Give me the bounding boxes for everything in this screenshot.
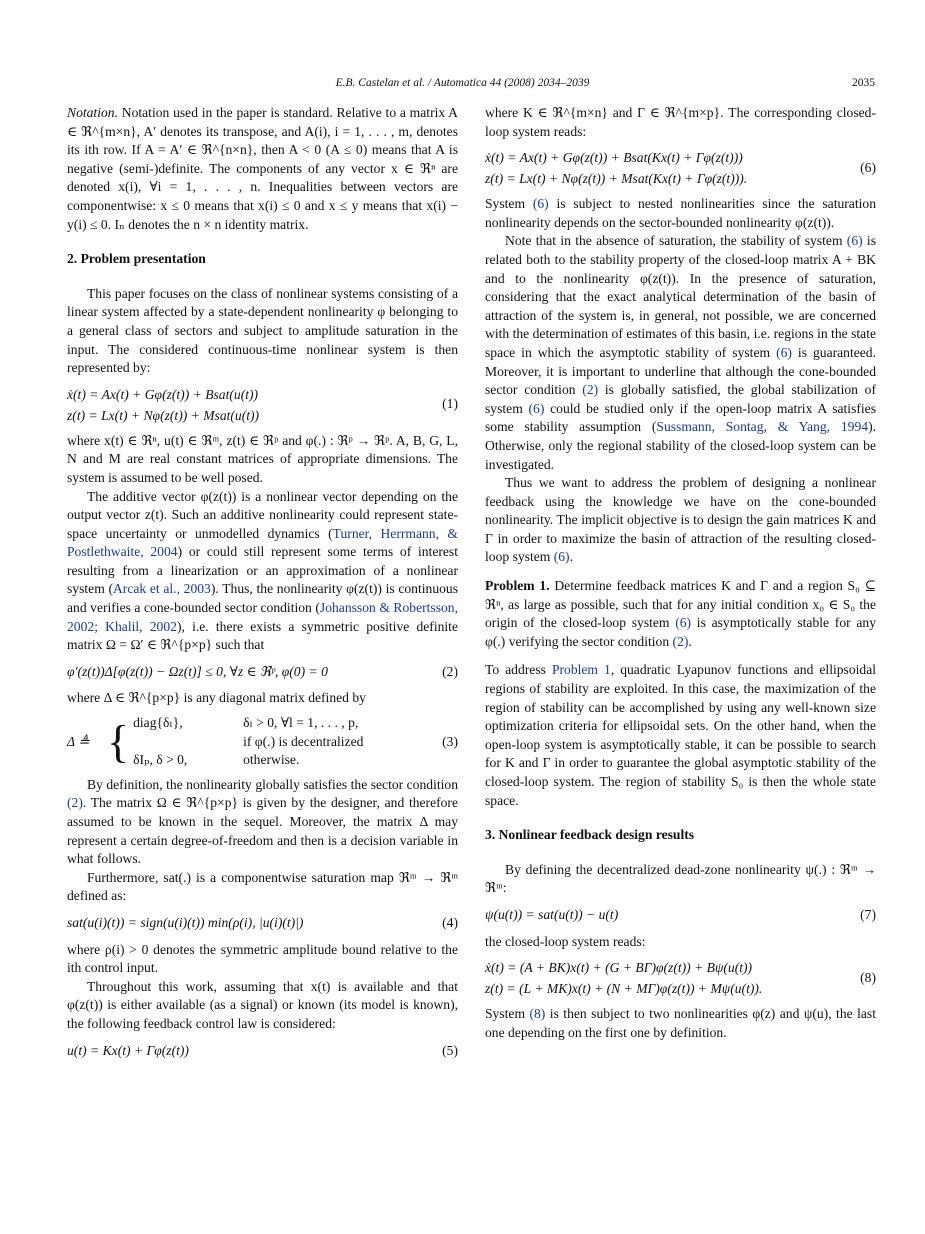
brace-glyph: { [107,715,130,767]
notation-text: Notation used in the paper is standard. Relative to a matrix A ∈ ℜ^{m×n}, A′ denotes its transpose, and A(i), i = 1, . . . , m, denotes its ith row. If A = A′ ∈ ℜ^{n×n}, then A < 0 (A ≤ 0) means that A is negative (semi-)definite. The components of any vector x ∈ ℜⁿ are denoted x(i), ∀i = 1, . . . , n. Inequalities between vectors are componentwise: x ≤ 0 means that x(i) ≤ 0 and x ≤ y means that x(i) − y(i) ≤ 0. Iₙ denotes the n × n identity matrix. [67,105,458,232]
case-cell: δₗ > 0, ∀l = 1, . . . , p, [243,715,359,731]
paragraph: where Δ ∈ ℜ^{p×p} is any diagonal matrix defined by [67,690,366,706]
text-run: is guaranteed. Moreover, it is important to underline that although the cone-bounded sector condition [485,344,876,398]
text-run: By definition, the nonlinearity globally satisfies the sector condition [87,776,458,792]
text-run: is related both to the stability property of the closed-loop matrix A + BK and to the nonlinearity φ(z(t)). In the presence of saturation, considering that the exact analytical determination of the basin of attraction of the system is, in general, not possible, we are concerned with the determination of estimates of this basin, i.e. regions in the state space in which the asymptotic stability of system [485,233,876,360]
equation-body: ψ(u(t)) = sat(u(t)) − u(t) [485,906,619,922]
equation-5 [67,1042,458,1061]
text-run: is asymptotically stable for any φ(.) verifying the sector condition [485,615,876,649]
right-column [485,104,876,1042]
equation-body: u(t) = Kx(t) + Γφ(z(t)) [67,1042,189,1058]
case-cell: if φ(.) is decentralized [243,733,364,749]
equation-ref-link[interactable]: (2) [67,795,83,811]
citation-link[interactable]: Sussmann, Sontag, & Yang, 1994 [656,419,869,435]
equation-number: (3) [442,733,458,749]
equation-line: ẋ(t) = Ax(t) + Gφ(z(t)) + Bsat(Kx(t) + Γφ(z(t))) [485,150,743,166]
equation-7 [485,906,876,925]
problem-statement [485,577,876,651]
equation-body: φ′(z(t))Δ[φ(z(t)) − Ωz(t)] ≤ 0, ∀z ∈ ℜᵖ, φ(0) = 0 [67,663,328,679]
notation-paragraph [67,104,458,234]
paragraph: By defining the decentralized dead-zone nonlinearity ψ(.) : ℜᵐ → ℜᵐ: [485,861,876,896]
equation-number: (6) [860,159,876,175]
notation-label: Notation. [67,105,118,120]
text-run: ). Otherwise, only the regional stability of the closed-loop system can be investigated. [485,419,876,472]
problem-label: Problem 1. [485,578,550,594]
cases [133,714,428,770]
equation-1 [67,384,458,426]
equation-ref-link[interactable]: (8) [529,1006,546,1022]
paragraph: where ρ(i) > 0 denotes the symmetric amplitude bound relative to the ith control input. [67,941,458,976]
equation-number: (5) [442,1042,458,1058]
equation-ref-link[interactable]: (6) [528,400,545,416]
paragraph: where K ∈ ℜ^{m×n} and Γ ∈ ℜ^{m×p}. The corresponding closed-loop system reads: [485,105,876,139]
equation-3 [67,714,458,770]
text-run: Thus we want to address the problem of designing a nonlinear feedback using the knowledge we have on the cone-bounded nonlinearity. The implicit objective is to design the gain matrices K and Γ in order to maximize the basin of attraction of the resulting closed-loop system [485,475,876,565]
equation-ref-link[interactable]: (2) [582,382,599,398]
text-run: System [485,1006,530,1022]
equation-line: z(t) = Lx(t) + Nφ(z(t)) + Msat(u(t)) [67,407,260,423]
citation-link[interactable]: Arcak et al., 2003 [112,581,211,597]
text-run: To address [485,662,552,678]
equation-number: (4) [442,914,458,930]
paragraph [485,232,876,474]
equation-ref-link[interactable]: (6) [553,549,570,565]
case-cell: otherwise. [243,752,300,768]
paragraph: the closed-loop system reads: [485,933,646,949]
text-run: , quadratic Lyapunov functions and ellipsoidal regions of stability are exploited. In this case, the maximization of the region of stability can be accomplished by using any well-known size optimization criteria for ellipsoidal sets. On the other hand, when the open-loop system is asymptotically stable, it can be possible to search for K and Γ in order to guarantee the global asymptotic stability of the closed-loop system. The region of stability S₀ is then the whole state space. [485,662,877,808]
equation-4 [67,914,458,933]
citation-link[interactable]: Johansson & Robertsson, 2002; Khalil, 2002 [67,600,458,634]
equation-8 [485,957,876,999]
page-number: 2035 [852,77,875,89]
equation-number: (8) [860,969,876,985]
text-run: . [569,549,573,565]
paragraph [485,661,876,810]
paragraph [485,1005,876,1042]
problem-ref-link[interactable]: Problem 1 [551,662,611,678]
case-cell: δIₚ, δ > 0, [133,752,188,768]
paragraph: where x(t) ∈ ℜⁿ, u(t) ∈ ℜᵐ, z(t) ∈ ℜᵖ and φ(.) : ℜᵖ → ℜᵖ. A, B, G, L, N and M are real constant matrices of appropriate dimensions. The system is assumed to be well posed. [67,432,458,485]
equation-ref-link[interactable]: (6) [776,344,792,360]
equation-line: z(t) = (L + MK)x(t) + (N + MΓ)φ(z(t)) + Mψ(u(t)). [485,981,763,997]
equation-body: sat(u(i)(t)) = sign(u(i)(t)) min(ρ(i), |u(i)(t)|) [67,914,304,930]
section-2-title: 2. Problem presentation [67,251,206,267]
paragraph [67,776,458,869]
text-run: ), i.e. there exists a symmetric positive definite matrix Ω = Ω′ ∈ ℜ^{p×p} such that [67,618,458,653]
case-cell: diag{δₗ}, [133,715,183,731]
text-run: is subject to nested nonlinearities since the saturation nonlinearity depends on the sector-bounded nonlinearity φ(z(t)). [485,196,876,230]
running-head [0,74,925,92]
text-run: . The matrix Ω ∈ ℜ^{p×p} is given by the designer, and therefore assumed to be known in the sequel. Moreover, the matrix Δ may represent a certain degree-of-freedom and then is a decision variable in what follows. [67,795,458,867]
section-3-title: 3. Nonlinear feedback design results [485,827,695,843]
text-run: is then subject to two nonlinearities φ(z) and ψ(u), the last one depending on the first one by definition. [485,1006,876,1040]
citation-link[interactable]: Turner, Herrmann, & Postlethwaite, 2004 [67,525,458,560]
equation-2 [67,663,458,682]
text-run: System [485,196,533,212]
paragraph: Throughout this work, assuming that x(t) is available and that φ(z(t)) is either available (as a signal) or known (its model is known), the following feedback control law is considered: [67,978,458,1031]
paragraph: Furthermore, sat(.) is a componentwise saturation map ℜᵐ → ℜᵐ defined as: [67,869,458,904]
text-run: Note that in the absence of saturation, the stability of system [505,233,847,249]
equation-lhs: Δ ≜ [67,733,90,749]
text-run: could be studied only if the open-loop matrix A satisfies some stability assumption ( [485,400,876,435]
left-column [67,104,458,1068]
equation-line: ẋ(t) = Ax(t) + Gφ(z(t)) + Bsat(u(t)) [67,386,259,402]
text-run: . [688,633,692,649]
paragraph [67,488,458,655]
paragraph [485,195,876,232]
equation-ref-link[interactable]: (6) [846,233,863,249]
equation-number: (7) [860,906,876,922]
paragraph: This paper focuses on the class of nonlinear systems consisting of a linear system affected by a state-dependent nonlinearity φ belonging to a general class of sectors and subject to amplitude saturation in the input. The considered continuous-time nonlinear system is then represented by: [67,285,458,376]
equation-line: z(t) = Lx(t) + Nφ(z(t)) + Msat(Kx(t) + Γφ(z(t))). [485,171,748,187]
equation-line: ẋ(t) = (A + BK)x(t) + (G + BΓ)φ(z(t)) + Bψ(u(t)) [485,960,753,976]
running-title: E.B. Castelan et al. / Automatica 44 (2008) 2034–2039 [335,77,590,89]
equation-number: (2) [442,663,458,679]
equation-number: (1) [442,396,458,412]
equation-ref-link[interactable]: (6) [675,615,692,631]
text-run: ). Thus, the nonlinearity φ(z(t)) is continuous and verifies a cone-bounded sector condition ( [67,581,459,616]
paragraph [485,474,876,567]
text-run: is globally satisfied, the global stabilization of system [485,382,876,416]
equation-ref-link[interactable]: (6) [532,196,549,212]
text-run: The additive vector φ(z(t)) is a nonlinear vector depending on the output vector z(t). Such an additive nonlinearity could represent state-space uncertainty or unmodelled dynamics ( [67,488,458,541]
text-run: ) or could still represent some terms of interest resulting from a linearization or an approximation of a nonlinear system ( [67,544,458,597]
equation-6 [485,147,876,189]
equation-ref-link[interactable]: (2) [672,633,689,649]
text-run: Determine feedback matrices K and Γ and a region S₀ ⊆ ℜⁿ, as large as possible, such that for any initial condition x₀ ∈ S₀ the origin of the closed-loop system [485,578,876,631]
